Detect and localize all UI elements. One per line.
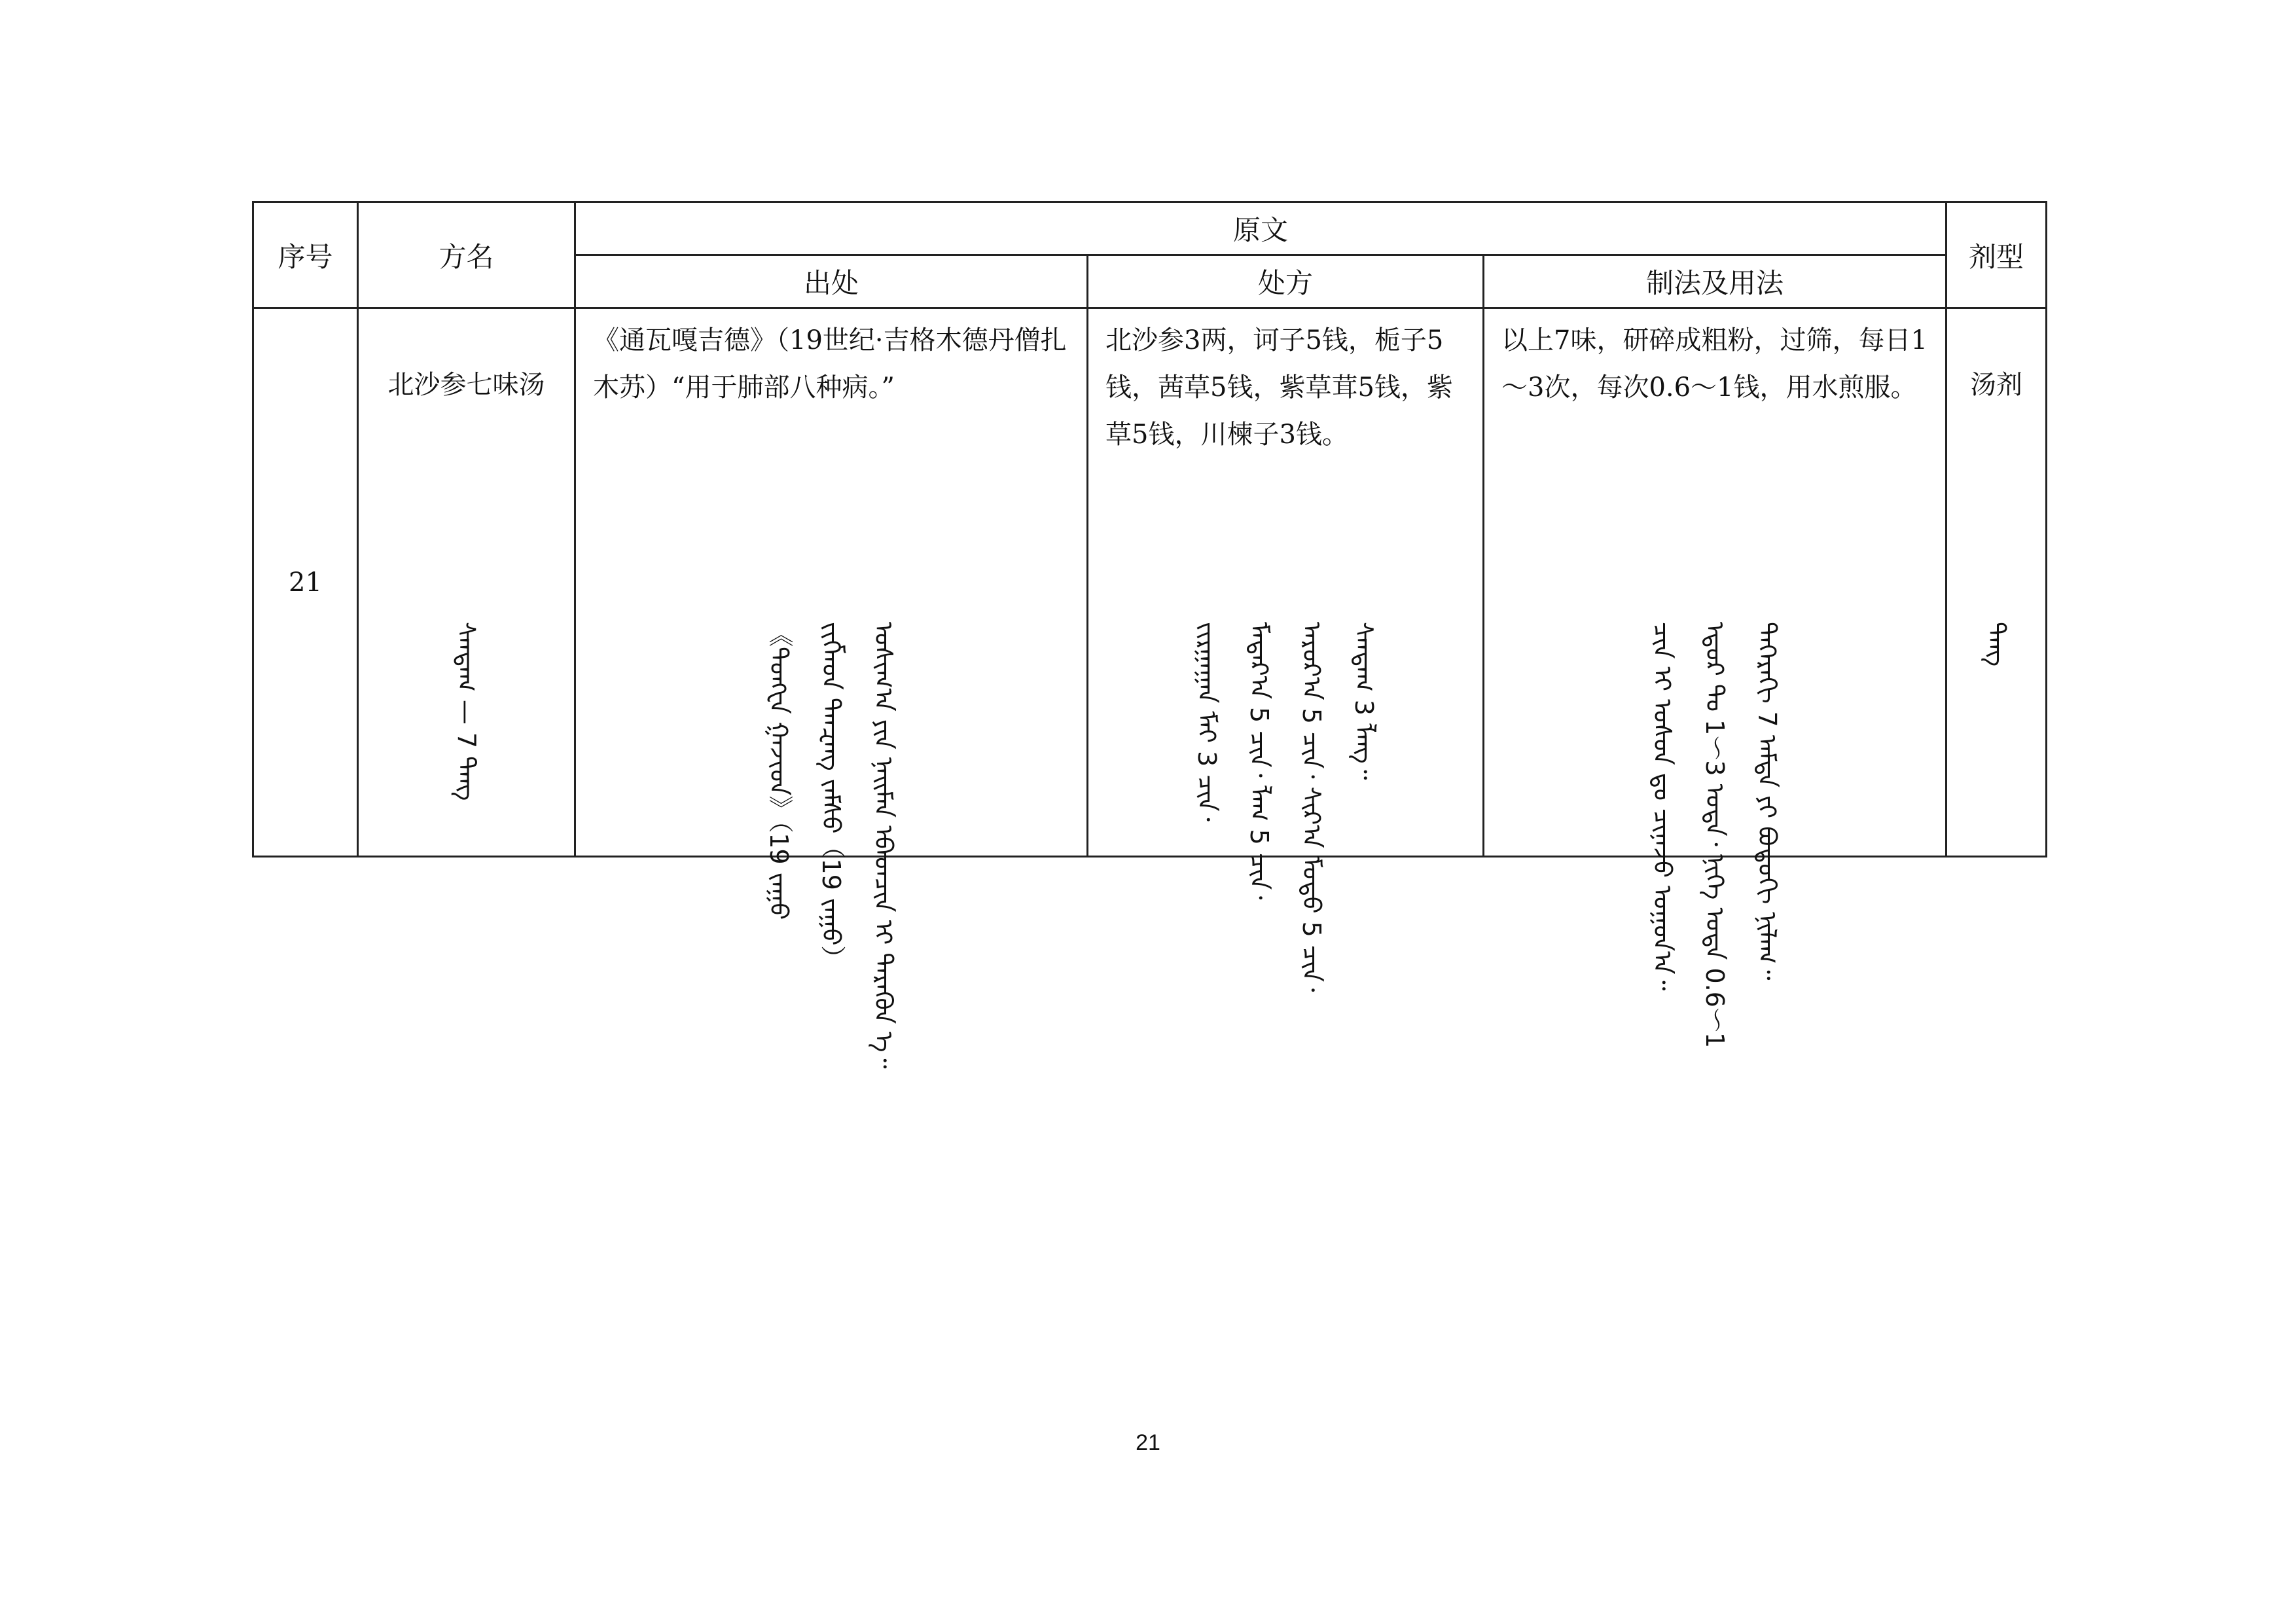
header-prescription: 处方 <box>1088 255 1484 308</box>
preparation-mongolian <box>1636 622 1793 1048</box>
name-chinese: 北沙参七味汤 <box>387 370 545 400</box>
header-source: 出处 <box>575 255 1088 308</box>
prescription-chinese: 北沙参3两，诃子5钱，栀子5钱，茜草5钱，紫草茸5钱，紫草5钱，川楝子3钱。 <box>1105 325 1453 450</box>
name-cell <box>358 308 575 857</box>
formula-table <box>252 201 2047 1069</box>
table-row <box>253 308 2047 857</box>
prescription-mongolian <box>1181 622 1390 992</box>
dosage-form-cell <box>1946 308 2047 857</box>
header-serial: 序号 <box>253 202 358 308</box>
mongolian-line: 《ᠲᠣᠩᠸᠠ ᠭᠠᠵᠢᠳ》（19 ᠵᠠᠭᠤ <box>764 622 793 920</box>
header-preparation: 制法及用法 <box>1484 255 1946 308</box>
mongolian-line: ᠴᠢᠨ ᠢ ᠤᠰᠤᠨ ᠳᠤ ᠴᠢᠨᠠᠵᠤ ᠤᠭᠤᠨ᠎ᠠ᠃ <box>1648 622 1677 991</box>
mongolian-line: ᠠᠷᠤᠷ᠎ᠠ 5 ᠴᠢᠨ᠂ ᠰᠢᠷ᠎ᠠ ᠮᠣᠳᠣ 5 ᠴᠢᠨ᠂ <box>1297 622 1326 992</box>
mongolian-line: ᠡᠳᠦᠷ ᠲᠤ 1～3 ᠤᠳᠠ᠂ ᠨᠢᠭᠡ ᠤᠳᠠ 0.6～1 <box>1700 622 1729 1049</box>
mongolian-line: ᠮᠠᠳᠠᠷ᠎ᠠ 5 ᠴᠢᠨ᠂ ᠯᠠᠭ 5 ᠴᠢᠨ᠂ <box>1245 622 1274 900</box>
preparation-cell <box>1484 308 1946 1049</box>
page-number: 21 <box>1136 1430 1160 1455</box>
source-chinese: 《通瓦嘎吉德》（19世纪·吉格木德丹僧扎木苏）“用于肺部八种病。” <box>593 325 1067 403</box>
serial-cell: 21 <box>253 308 358 857</box>
header-name: 方名 <box>358 202 575 308</box>
preparation-chinese: 以上7味，研碎成粗粉，过筛，每日1～3次，每次0.6～1钱，用水煎服。 <box>1501 325 1928 403</box>
source-cell <box>575 308 1088 1069</box>
mongolian-line: ᠳᠡᠭᠡᠷᠡᠬᠢ 7 ᠠᠮᠲᠠ ᠶᠢ ᠪᠣᠳᠣᠭᠢ ᠨᠢᠯᠠᠭ᠃ <box>1753 622 1782 981</box>
mongolian-line: ᠰᠠᠨᠳᠠᠭ 3 ᠯᠠᠩ᠃ <box>1350 622 1378 780</box>
source-mongolian <box>753 622 910 1069</box>
prescription-cell <box>1088 308 1484 992</box>
mongolian-line: ᠤᠰᠢᠭ᠎ᠠ ᠶᠢᠨ ᠨᠠᠢᠮᠠᠨ ᠡᠪᠡᠳᠴᠢᠨ ᠢ ᠲᠡᠷᠡᠭᠦᠨ ᠡ᠃ <box>869 622 898 1069</box>
mongolian-line: ᠵᠢᠭᠮᠡᠳ ᠳᠠᠨᠽᠠᠩ ᠵᠠᠮᠰᠤ（19 ᠵᠠᠭᠤ） <box>817 622 846 971</box>
header-row-1 <box>253 202 2047 255</box>
header-original: 原文 <box>575 202 1946 255</box>
dosage-form-chinese: 汤剂 <box>1970 370 2023 400</box>
header-dosage-form: 剂型 <box>1946 202 2047 308</box>
mongolian-line: ᠵᠢᠷᠭᠠᠭᠠᠨ ᠮᠠᠢ 3 ᠴᠢᠨ᠂ <box>1193 622 1221 821</box>
name-mongolian: ᠰᠠᠨᠳᠠᠭ — 7 ᠲᠠᠩ <box>452 622 481 801</box>
dosage-form-mongolian: ᠲᠠᠩ <box>1982 622 2011 667</box>
